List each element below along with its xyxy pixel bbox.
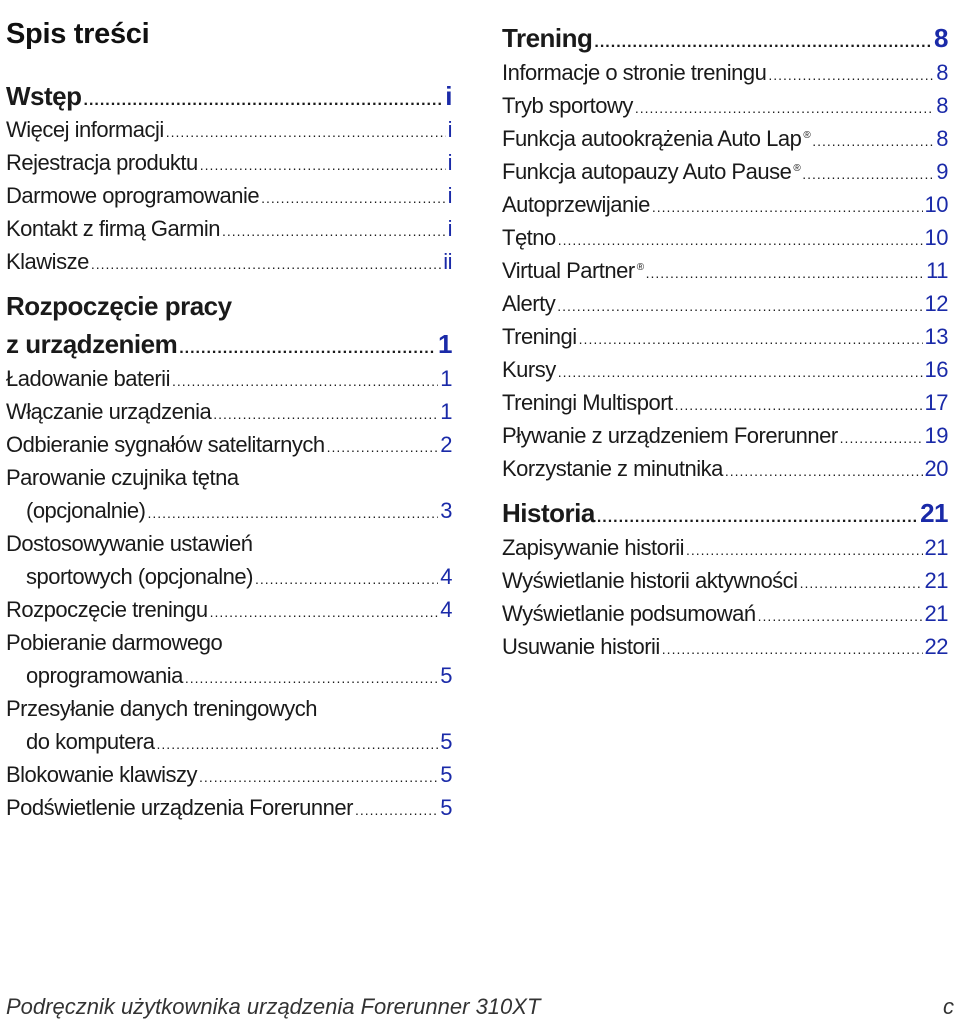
toc-entry[interactable] [502,188,948,221]
toc-entry-label: Więcej informacji [6,117,164,142]
toc-entry-label: Rejestracja produktu [6,150,198,175]
toc-entry[interactable] [502,122,948,155]
toc-leader-dots [594,26,932,59]
toc-section-trening[interactable] [502,22,948,55]
toc-leader-dots [675,389,923,422]
toc-entry-label: Pływanie z urządzeniem Forerunner [502,423,838,448]
toc-page-number: 21 [924,601,948,626]
toc-entry-label: Treningi [502,324,577,349]
toc-entry-label-line1[interactable]: Dostosowywanie ustawień [6,531,253,556]
toc-page-number: 1 [440,399,452,424]
toc-leader-dots [758,600,923,633]
toc-entry-label-line1[interactable]: Parowanie czujnika tętna [6,465,239,490]
toc-leader-dots [179,332,436,365]
toc-entry-label: Treningi Multisport [502,390,673,415]
toc-entry[interactable] [502,353,948,386]
toc-entry-label: Zapisywanie historii [502,535,684,560]
toc-page-number: 8 [936,60,948,85]
toc-leader-dots [558,224,923,257]
toc-section-label: z urządzeniem [6,329,178,359]
toc-entry-label: Klawisze [6,249,89,274]
toc-section-historia[interactable] [502,497,948,530]
toc-page-number: 16 [924,357,948,382]
toc-entry[interactable] [502,254,948,287]
toc-leader-dots [222,215,446,248]
toc-section-start-line1[interactable]: Rozpoczęcie pracy [6,291,232,321]
toc-page-number: 8 [936,93,948,118]
toc-entry[interactable] [6,494,452,527]
toc-entry[interactable] [502,630,948,663]
toc-page-number: 9 [936,159,948,184]
registered-mark: ® [636,261,644,273]
toc-entry[interactable] [6,113,452,146]
toc-title: Spis treści [6,18,150,50]
toc-leader-dots [557,290,922,323]
toc-entry-label: Blokowanie klawiszy [6,762,198,787]
toc-entry-label: Rozpoczęcie treningu [6,597,208,622]
toc-entry-label: Tryb sportowy [502,93,633,118]
toc-entry[interactable] [6,395,452,428]
toc-entry-label: Informacje o stronie treningu [502,60,767,85]
toc-entry-label [502,122,810,155]
toc-entry-text: Funkcja autookrążenia Auto Lap [502,126,802,151]
toc-leader-dots [725,455,923,488]
toc-entry[interactable] [6,245,452,278]
toc-page-number: 1 [438,329,452,359]
toc-page-number: 12 [924,291,948,316]
toc-page-number: 5 [440,795,452,820]
toc-entry-label [502,155,800,188]
toc-entry-label: Kursy [502,357,556,382]
toc-entry-label: Podświetlenie urządzenia Forerunner [6,795,353,820]
toc-entry[interactable] [6,791,452,824]
toc-entry[interactable] [502,597,948,630]
toc-entry[interactable] [502,564,948,597]
toc-section-label: Wstęp [6,81,82,111]
toc-entry-label: sportowych (opcjonalne) [26,564,253,589]
toc-page-number: 4 [440,564,452,589]
toc-entry-label: Wyświetlanie podsumowań [502,601,756,626]
toc-leader-dots [200,149,446,182]
toc-page-number: i [447,183,452,208]
toc-page-number: 5 [440,729,452,754]
toc-page-number: 21 [924,568,948,593]
toc-leader-dots [185,662,438,695]
toc-leader-dots [355,794,438,827]
toc-page-number: i [447,216,452,241]
toc-leader-dots [768,59,934,92]
toc-entry-label: Włączanie urządzenia [6,399,212,424]
toc-entry[interactable] [502,386,948,419]
toc-entry-label: Usuwanie historii [502,634,660,659]
toc-leader-dots [213,398,438,431]
toc-entry[interactable] [502,452,948,485]
toc-entry[interactable] [502,221,948,254]
toc-page-number: 10 [924,225,948,250]
toc-entry-label: Ładowanie baterii [6,366,170,391]
toc-entry[interactable] [6,758,452,791]
toc-page-number: i [447,117,452,142]
toc-entry-label: do komputera [26,729,155,754]
toc-page-number: i [445,81,452,111]
toc-entry-label [502,254,644,287]
registered-mark: ® [803,129,811,141]
toc-page-number: 20 [924,456,948,481]
toc-entry-label: Odbieranie sygnałów satelitarnych [6,432,325,457]
toc-leader-dots [327,431,439,464]
toc-entry[interactable] [6,362,452,395]
footer-manual-title: Podręcznik użytkownika urządzenia Forerunner 310XT [6,994,541,1019]
toc-section-wstep[interactable] [6,80,452,113]
toc-leader-dots [558,356,923,389]
toc-leader-dots [147,497,438,530]
toc-leader-dots [800,567,923,600]
toc-entry[interactable] [6,659,452,692]
toc-page-number: 8 [936,126,948,151]
toc-section-start[interactable] [6,328,452,361]
toc-entry-label: (opcjonalnie) [26,498,146,523]
toc-entry-label-line1[interactable]: Przesyłanie danych treningowych [6,696,318,721]
toc-page-number: 1 [440,366,452,391]
toc-page-number: 10 [924,192,948,217]
toc-leader-dots [172,365,438,398]
toc-page-number: 19 [924,423,948,448]
toc-page-number: 21 [924,535,948,560]
toc-leader-dots [255,563,438,596]
toc-entry[interactable] [502,56,948,89]
toc-page-number: 5 [440,663,452,688]
toc-page-number: 11 [926,258,948,283]
toc-page-number: 2 [440,432,452,457]
toc-page-number: 13 [924,324,948,349]
toc-leader-dots [157,728,439,761]
toc-entry[interactable] [502,155,948,188]
toc-leader-dots [840,422,923,455]
page-footer [6,994,954,1030]
toc-entry[interactable] [502,89,948,122]
toc-leader-dots [261,182,445,215]
toc-entry-label: Alerty [502,291,556,316]
toc-leader-dots [91,248,441,281]
toc-leader-dots [812,125,934,158]
toc-entry[interactable] [6,179,452,212]
toc-leader-dots [686,534,923,567]
toc-entry-label: oprogramowania [26,663,183,688]
toc-entry-label: Wyświetlanie historii aktywności [502,568,798,593]
toc-section-label: Trening [502,23,593,53]
toc-leader-dots [662,633,923,666]
toc-page-number: 17 [924,390,948,415]
toc-leader-dots [652,191,923,224]
toc-leader-dots [579,323,923,356]
toc-page-number: 8 [934,23,948,53]
toc-entry[interactable] [502,419,948,452]
toc-leader-dots [635,92,934,125]
toc-leader-dots [597,501,918,534]
toc-page-number: ii [443,249,452,274]
toc-entry[interactable] [6,593,452,626]
toc-entry[interactable] [502,287,948,320]
toc-entry-text: Virtual Partner [502,258,635,283]
toc-leader-dots [802,158,934,191]
toc-leader-dots [210,596,439,629]
toc-page-number: 4 [440,597,452,622]
registered-mark: ® [793,162,801,174]
toc-entry-text: Funkcja autopauzy Auto Pause [502,159,792,184]
toc-entry[interactable] [6,428,452,461]
toc-section-label: Historia [502,498,595,528]
toc-entry[interactable] [502,320,948,353]
toc-page-number: 22 [924,634,948,659]
toc-entry-label: Korzystanie z minutnika [502,456,723,481]
toc-entry[interactable] [6,725,452,758]
toc-leader-dots [199,761,438,794]
toc-leader-dots [646,257,925,290]
toc-leader-dots [166,116,446,149]
toc-entry[interactable] [6,212,452,245]
toc-page-number: i [447,150,452,175]
toc-entry-label: Darmowe oprogramowanie [6,183,260,208]
toc-page-number: 5 [440,762,452,787]
footer-page-number: c [943,994,954,1019]
toc-page-number: 21 [920,498,948,528]
toc-entry-label: Autoprzewijanie [502,192,650,217]
toc-entry-label-line1[interactable]: Pobieranie darmowego [6,630,223,655]
toc-entry[interactable] [502,531,948,564]
toc-page-number: 3 [440,498,452,523]
toc-entry-label: Kontakt z firmą Garmin [6,216,220,241]
toc-entry[interactable] [6,560,452,593]
toc-entry[interactable] [6,146,452,179]
toc-entry-label: Tętno [502,225,556,250]
